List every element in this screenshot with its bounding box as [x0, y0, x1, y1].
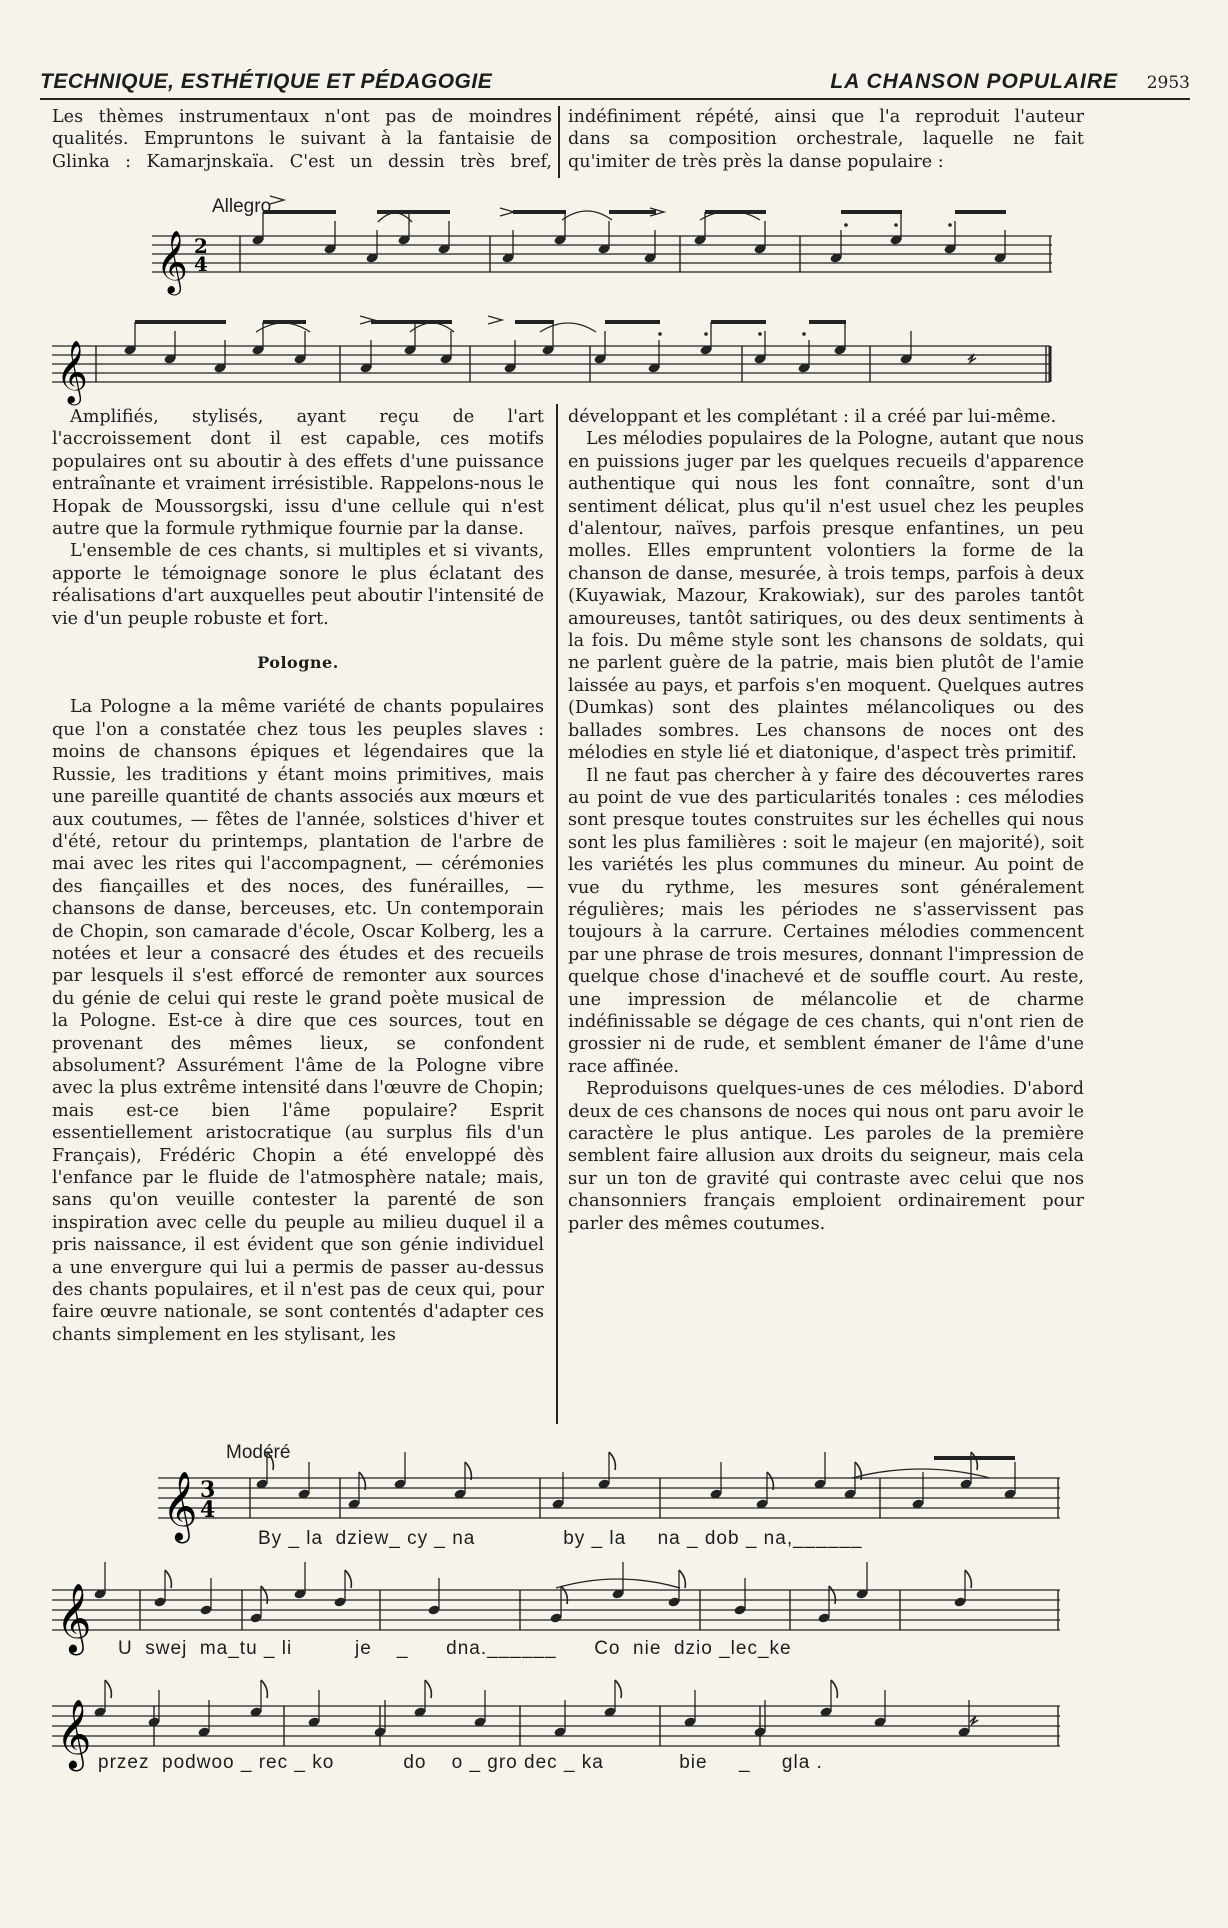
- time-signature-num: 2: [194, 234, 208, 258]
- top-left-line: Les thèmes instrumentaux n'ont pas de moindres: [52, 107, 552, 127]
- time-signature-den: 4: [200, 1497, 216, 1523]
- note-flag: [965, 1570, 971, 1588]
- lyric-line: By _ la dziew_ cy _ na by _ la na _ dob _ na,______: [258, 1528, 863, 1549]
- treble-clef: 𝄞: [56, 1583, 92, 1653]
- note-flag: [165, 1570, 171, 1588]
- lyric-line: U swej ma_tu _ li je _ dna.______ Co nie dzio _lec_ke: [118, 1638, 792, 1659]
- note-flag: [767, 1472, 773, 1490]
- right-paragraph: développant et les complétant : il a créé par lui-même.: [568, 407, 1057, 427]
- treble-clef: 𝄞: [56, 1699, 92, 1769]
- top-left-line: qualités. Empruntons le suivant à la fantaisie de: [52, 129, 552, 150]
- note-flag: [609, 1452, 615, 1470]
- time-signature-num: 3: [200, 1477, 216, 1503]
- left-paragraph: L'ensemble de ces chants, si multiples et si vivants, apporte le témoignage sonore le plus éclatant des réalisations d'art auxquelles peut aboutir l'intensité de vie d'un peuple robuste et fort.: [52, 541, 544, 629]
- note-flag: [345, 1570, 351, 1588]
- left-paragraph: La Pologne a la même variété de chants populaires que l'on a constatée chez tous les peuples slaves : moins de chansons épiques et légendaires que la Russie, les traditions y étant moins primitives, mais une pareille quantité de chants associés aux mœurs et aux coutumes, — fêtes de l'année, solstices d'hiver et d'été, retour du printemps, plantation de l'arbre de mai avec les rites qui l'accompagnent, — cérémonies des fiançailles et des noces, des funérailles, — chansons de danse, berceuses, etc. Un contemporain de Chopin, son camarade d'école, Oscar Kolberg, les a notées et leur a consacré des études et des recueils par lesquels il s'est efforcé de remonter aux sources du génie de celui qui reste le grand poète musical de la Pologne. Est-ce à dire que ces sources, tout en provenant des mêmes lieux, se confondent absolument? Assurément l'âme de la Pologne vibre avec la plus extrême intensité dans l'œuvre de Chopin; mais est-ce bien l'âme populaire? Esprit essentiellement aristocratique (au surplus fils d'un Français), Frédéric Chopin a été enveloppé dès l'enfance par le fluide de l'atmosphère natale; mais, sans qu'on veuille contester la parenté de son inspiration avec celle du peuple au milieu duquel il a pris naissance, il est évident que son génie individuel a une envergure qui lui a permis de passer au-dessus des chants populaires, et il n'est pas de ceux qui, pour faire œuvre nationale, se sont contentés d'adapter ces chants simplement en les stylisant, les: [52, 697, 544, 1345]
- right-paragraph: Il ne faut pas chercher à y faire des découvertes rares au point de vue des particularités tonales : ces mélodies sont presque toutes construites sur les échelles qui nous sont les plus familières : soit le majeur (en majorité), soit les variétés les plus communes du mineur. Au point de vue du rythme, les mesures sont généralement régulières; mais les périodes ne s'asservissent pas toujours à la carrure. Certaines mélodies commencent par une phrase de trois mesures, donnant l'impression de quelque chose d'inachevé et de souffle court. Au reste, une impression de mélancolie et de charme indéfinissable se dégage de ces chants, qui n'ont rien de grossier ni de rude, et semblent émaner de l'âme d'une race affinée.: [568, 765, 1084, 1077]
- header-right-title: LA CHANSON POPULAIRE: [830, 70, 1118, 93]
- music2-tempo: Modéré: [226, 1442, 291, 1463]
- top-right-line: indéfiniment répété, ainsi que l'a reproduit l'auteur: [568, 107, 1084, 127]
- top-right-line: dans sa composition orchestrale, laquelle ne fait: [568, 129, 1084, 150]
- page-number: 2953: [1146, 73, 1190, 93]
- lyric-line: przez podwoo _ rec _ ko do o _ gro dec _ ka bie _ gla .: [98, 1752, 823, 1773]
- rest-symbol: [970, 1716, 978, 1724]
- treble-clef: 𝄞: [56, 340, 88, 403]
- note-flag: [465, 1462, 471, 1480]
- note-flag: [679, 1570, 685, 1588]
- treble-clef: 𝄞: [162, 1471, 198, 1541]
- time-signature-den: 4: [194, 252, 208, 276]
- header-left-title: TECHNIQUE, ESTHÉTIQUE ET PÉDAGOGIE: [40, 70, 493, 93]
- slur: [556, 1579, 680, 1588]
- top-right-line: qu'imiter de très près la danse populaire :: [568, 151, 944, 172]
- note-flag: [261, 1680, 267, 1698]
- note-flag: [831, 1680, 837, 1698]
- slur: [852, 1469, 990, 1478]
- note-flag: [359, 1472, 365, 1490]
- note-flag: [261, 1586, 267, 1604]
- note-flag: [267, 1452, 273, 1470]
- note-flag: [105, 1680, 111, 1698]
- right-paragraph: Reproduisons quelques-unes de ces mélodies. D'abord deux de ces chansons de noces qui nous ont paru avoir le caractère le plus antique. Les paroles de la première semblent faire allusion aux droits du seigneur, mais cela sur un ton de gravité qui contraste avec celui que nos chansonniers français emploient ordinairement pour parler des mêmes coutumes.: [568, 1079, 1084, 1234]
- note-flag: [425, 1680, 431, 1698]
- left-paragraph: Amplifiés, stylisés, ayant reçu de l'art l'accroissement dont il est capable, ces motifs populaires ont su aboutir à des effets d'une puissance entraînante et vraiment irrésistible. Rappelons-nous le Hopak de Moussorgski, issu d'une cellule qui n'est autre que la formule rythmique fournie par la danse.: [52, 407, 544, 540]
- note-flag: [829, 1586, 835, 1604]
- note-flag: [615, 1680, 621, 1698]
- section-title-pologne: Pologne.: [257, 653, 339, 673]
- top-left-line: Glinka : Kamarjnskaïa. C'est un dessin très bref,: [52, 151, 552, 172]
- note-flag: [561, 1586, 567, 1604]
- right-paragraph: Les mélodies populaires de la Pologne, autant que nous en puissions juger par les quelques recueils d'apparence authentique qui nous les font connaître, sont d'un sentiment délicat, plus qu'il n'est usuel chez les peuples d'alentour, naïves, parfois presque enfantines, un peu molles. Elles empruntent volontiers la forme de la chanson de danse, mesurée, à trois temps, parfois à deux (Kuyawiak, Mazour, Krakowiak), sur des paroles tantôt amoureuses, tantôt satiriques, ou des deux sentiments à la fois. Du même style sont les chansons de soldats, qui ne parlent guère de la patrie, mais bien plutôt de l'amie laissée au pays, et parfois s'en moquent. Quelques autres (Dumkas) sont des plaintes mélancoliques ou des ballades sombres. Les chansons de noces ont des mélodies en style lié et diatonique, d'aspect très primitif.: [568, 429, 1084, 764]
- music1-tempo: Allegro: [212, 196, 272, 217]
- note-flag: [971, 1452, 977, 1470]
- treble-clef: 𝄞: [156, 230, 188, 293]
